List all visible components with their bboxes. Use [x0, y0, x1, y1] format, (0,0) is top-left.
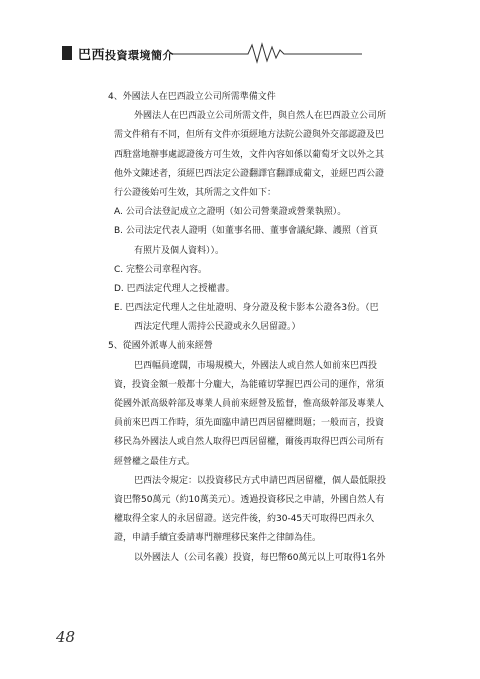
- paragraph-line: 從國外派高級幹部及專業人員前來經營及監督，惟高級幹部及專業人: [114, 399, 385, 409]
- paragraph-line: 資巴幣50萬元（約10萬美元）。透過投資移民之申請，外國自然人有: [114, 494, 385, 505]
- paragraph-line: 員前來巴西工作時，須先面臨申請巴西居留權問題；一般而言，投資: [114, 418, 385, 429]
- running-header: [62, 42, 422, 64]
- list-item: D. 巴西法定代理人之授權書。: [114, 283, 235, 294]
- paragraph-line: 巴西法令規定：以投資移民方式申請巴西居留權，個人最低限投: [134, 475, 387, 486]
- header-title: [78, 44, 174, 63]
- paragraph-line: 經營權之最佳方式。: [114, 456, 196, 467]
- header-title-sub: 投資環境簡介: [105, 49, 175, 62]
- paragraph-line: 外國法人在巴西設立公司所需文件，與自然人在巴西設立公司所: [134, 111, 387, 122]
- paragraph-line: 權取得全家人的永居留證。送完件後，約30-45天可取得巴西永久: [114, 514, 375, 525]
- list-item: A. 公司合法登記成立之證明（如公司營業證或營業執照）。: [114, 207, 347, 218]
- list-item: C. 完整公司章程內容。: [114, 264, 208, 275]
- paragraph-line: 行公證後始可生效，其所需之文件如下：: [114, 187, 277, 198]
- list-item-continuation: 西法定代理人需持公民證或永久居留證。）: [134, 322, 301, 333]
- paragraph-line: 移民為外國法人或自然人取得巴西居留權，爾後再取得巴西公司所有: [114, 437, 385, 448]
- list-item: E. 巴西法定代理人之住址證明、身分證及稅卡影本公證各3份。（巴: [114, 303, 379, 314]
- header-title-main: 巴西: [78, 48, 106, 63]
- paragraph-line: 需文件稍有不同，但所有文件亦須經地方法院公證與外交部認證及巴: [114, 130, 385, 141]
- paragraph-line: 他外文陳述者，須經巴西法定公證翻譯官翻譯成葡文，並經巴西公證: [114, 168, 385, 179]
- page-number: 48: [56, 628, 76, 646]
- paragraph-line: 西駐當地辦事處認證後方可生效，文件內容如係以葡萄牙文以外之其: [114, 149, 385, 160]
- paragraph-line: 以外國法人（公司名義）投資，每巴幣60萬元以上可取得1名外: [134, 552, 386, 563]
- section-heading: 5、從國外派專人前來經營: [108, 341, 213, 352]
- paragraph-line: 巴西幅員遼闊，市場規模大，外國法人或自然人如前來巴西投: [134, 360, 378, 371]
- list-item-continuation: 有照片及個人資料））。: [134, 245, 225, 256]
- paragraph-line: 資，投資金額一般都十分龐大，為能確切掌握巴西公司的運作，常須: [114, 379, 385, 390]
- section-heading: 4、外國法人在巴西設立公司所需準備文件: [108, 92, 276, 102]
- paragraph-line: 證，申請手續宜委請專門辦理移民案件之律師為佳。: [114, 533, 322, 544]
- document-body: [96, 88, 414, 568]
- list-item: B. 公司法定代表人證明（如董事名冊、董事會議紀錄、護照（首頁: [114, 226, 378, 237]
